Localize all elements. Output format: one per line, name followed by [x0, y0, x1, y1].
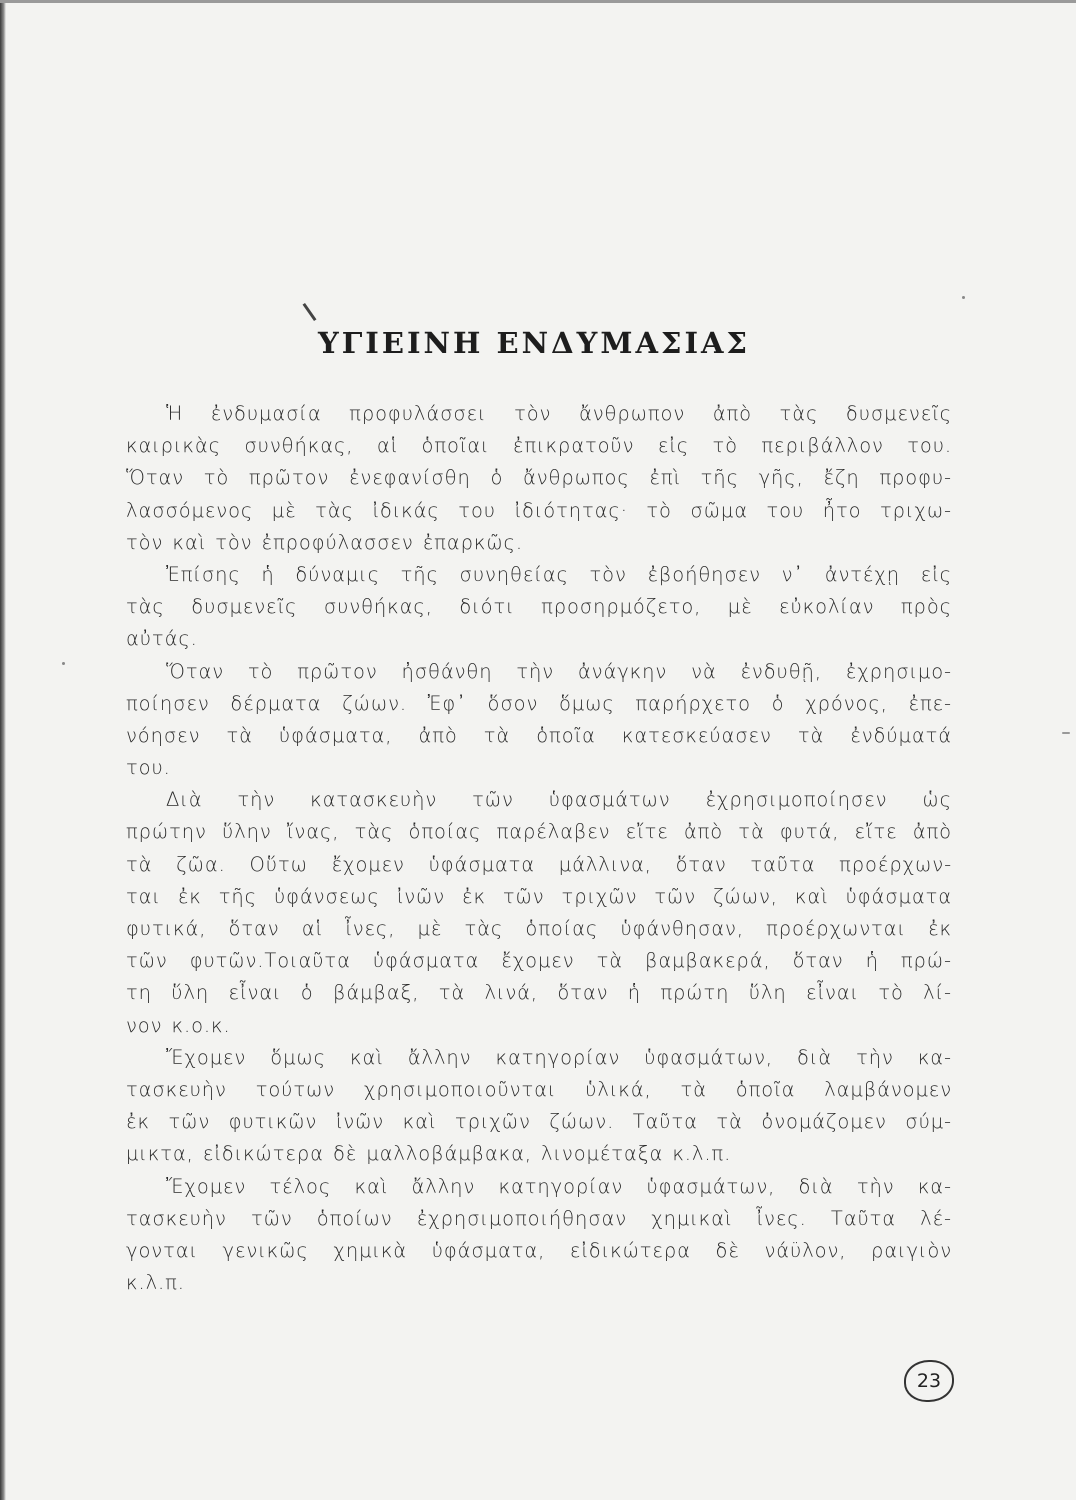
page-left-shadow: [0, 0, 6, 1500]
text-line: πρώτην ὕλην ἴνας, τὰς ὁποίας παρέλαβεν εἴτε ἀπὸ τὰ φυτά, εἴτε ἀπὸ: [126, 820, 952, 844]
text-line: Διὰ τὴν κατασκευὴν τῶν ὑφασμάτων ἐχρησιμοποίησεν ὡς: [166, 788, 952, 812]
text-line: Ἡ ἐνδυμασία προφυλάσσει τὸν ἄνθρωπον ἀπὸ τὰς δυσμενεῖς: [166, 402, 952, 425]
text-line: Ἐπίσης ἡ δύναμις τῆς συνηθείας τὸν ἐβοήθησεν ν᾽ ἀντέχῃ εἰς: [166, 562, 952, 586]
pen-mark: [303, 303, 317, 321]
text-line: τὰς δυσμενεῖς συνθήκας, διότι προσηρμόζετο, μὲ εὐκολίαν πρὸς: [126, 595, 952, 619]
text-line: Ὅταν τὸ πρῶτον ἐνεφανίσθη ὁ ἄνθρωπος ἐπὶ τῆς γῆς, ἔζη προφυ-: [126, 466, 952, 490]
body-text: [126, 398, 952, 1299]
text-line: τὰ ζῶα. Οὕτω ἔχομεν ὑφάσματα μάλλινα, ὅταν ταῦτα προέρχων-: [126, 852, 952, 876]
page-number: 23: [904, 1360, 954, 1402]
text-line: τασκευὴν τῶν ὁποίων ἐχρησιμοποιήθησαν χημικαὶ ἶνες. Ταῦτα λέ-: [126, 1206, 952, 1230]
text-line: αὐτάς.: [126, 627, 198, 651]
text-line: τῶν φυτῶν.Τοιαῦτα ὑφάσματα ἔχομεν τὰ βαμβακερά, ὅταν ἡ πρώ-: [126, 949, 952, 973]
text-line: Ἔχομεν ὅμως καὶ ἄλλην κατηγορίαν ὑφασμάτων, διὰ τὴν κα-: [166, 1045, 952, 1069]
text-line: γονται γενικῶς χημικὰ ὑφάσματα, εἰδικώτερα δὲ νάϋλον, ραιγιὸν: [126, 1238, 952, 1262]
text-line: ἐκ τῶν φυτικῶν ἰνῶν καὶ τριχῶν ζώων. Ταῦτα τὰ ὀνομάζομεν σύμ-: [126, 1110, 952, 1134]
text-line: του.: [126, 756, 171, 780]
text-line: ποίησεν δέρματα ζώων. Ἐφ᾽ ὅσον ὅμως παρήρχετο ὁ χρόνος, ἐπε-: [126, 691, 952, 715]
text-line: τὸν καὶ τὸν ἐπροφύλασσεν ἐπαρκῶς.: [126, 530, 523, 554]
text-line: φυτικά, ὅταν αἱ ἶνες, μὲ τὰς ὁποίας ὑφάνθησαν, προέρχωνται ἐκ: [126, 917, 952, 940]
text-line: κ.λ.π.: [126, 1271, 185, 1295]
text-line: ται ἐκ τῆς ὑφάνσεως ἰνῶν ἐκ τῶν τριχῶν τῶν ζώων, καὶ ὑφάσματα: [126, 884, 952, 908]
text-line: τασκευὴν τούτων χρησιμοποιοῦνται ὑλικά, τὰ ὁποῖα λαμβάνομεν: [126, 1077, 952, 1101]
text-line: λασσόμενος μὲ τὰς ἰδικάς του ἰδιότητας· τὸ σῶμα του ἦτο τριχω-: [126, 498, 952, 522]
text-line: καιρικὰς συνθήκας, αἱ ὁποῖαι ἐπικρατοῦν εἰς τὸ περιβάλλον του.: [126, 434, 952, 458]
text-line: τη ὕλη εἶναι ὁ βάμβαξ, τὰ λινά, ὅταν ἡ πρώτη ὕλη εἶναι τὸ λί-: [126, 981, 952, 1005]
text-line: Ἔχομεν τέλος καὶ ἄλλην κατηγορίαν ὑφασμάτων, διὰ τὴν κα-: [166, 1174, 952, 1198]
text-line: νον κ.ο.κ.: [126, 1013, 231, 1037]
page-title: ΥΓΙΕΙΝΗ ΕΝΔΥΜΑΣΙΑΣ: [318, 326, 751, 360]
paper-speck: [1062, 732, 1070, 734]
page-top-edge: [0, 0, 1076, 3]
text-line: μικτα, εἰδικώτερα δὲ μαλλοβάμβακα, λινομέταξα κ.λ.π.: [126, 1142, 732, 1166]
text-line: Ὅταν τὸ πρῶτον ἠσθάνθη τὴν ἀνάγκην νὰ ἐνδυθῇ, ἐχρησιμο-: [166, 659, 952, 683]
paper-speck: [62, 662, 65, 665]
text-line: νόησεν τὰ ὑφάσματα, ἀπὸ τὰ ὁποῖα κατεσκεύασεν τὰ ἐνδύματά: [126, 723, 952, 747]
paper-speck: [962, 296, 965, 299]
